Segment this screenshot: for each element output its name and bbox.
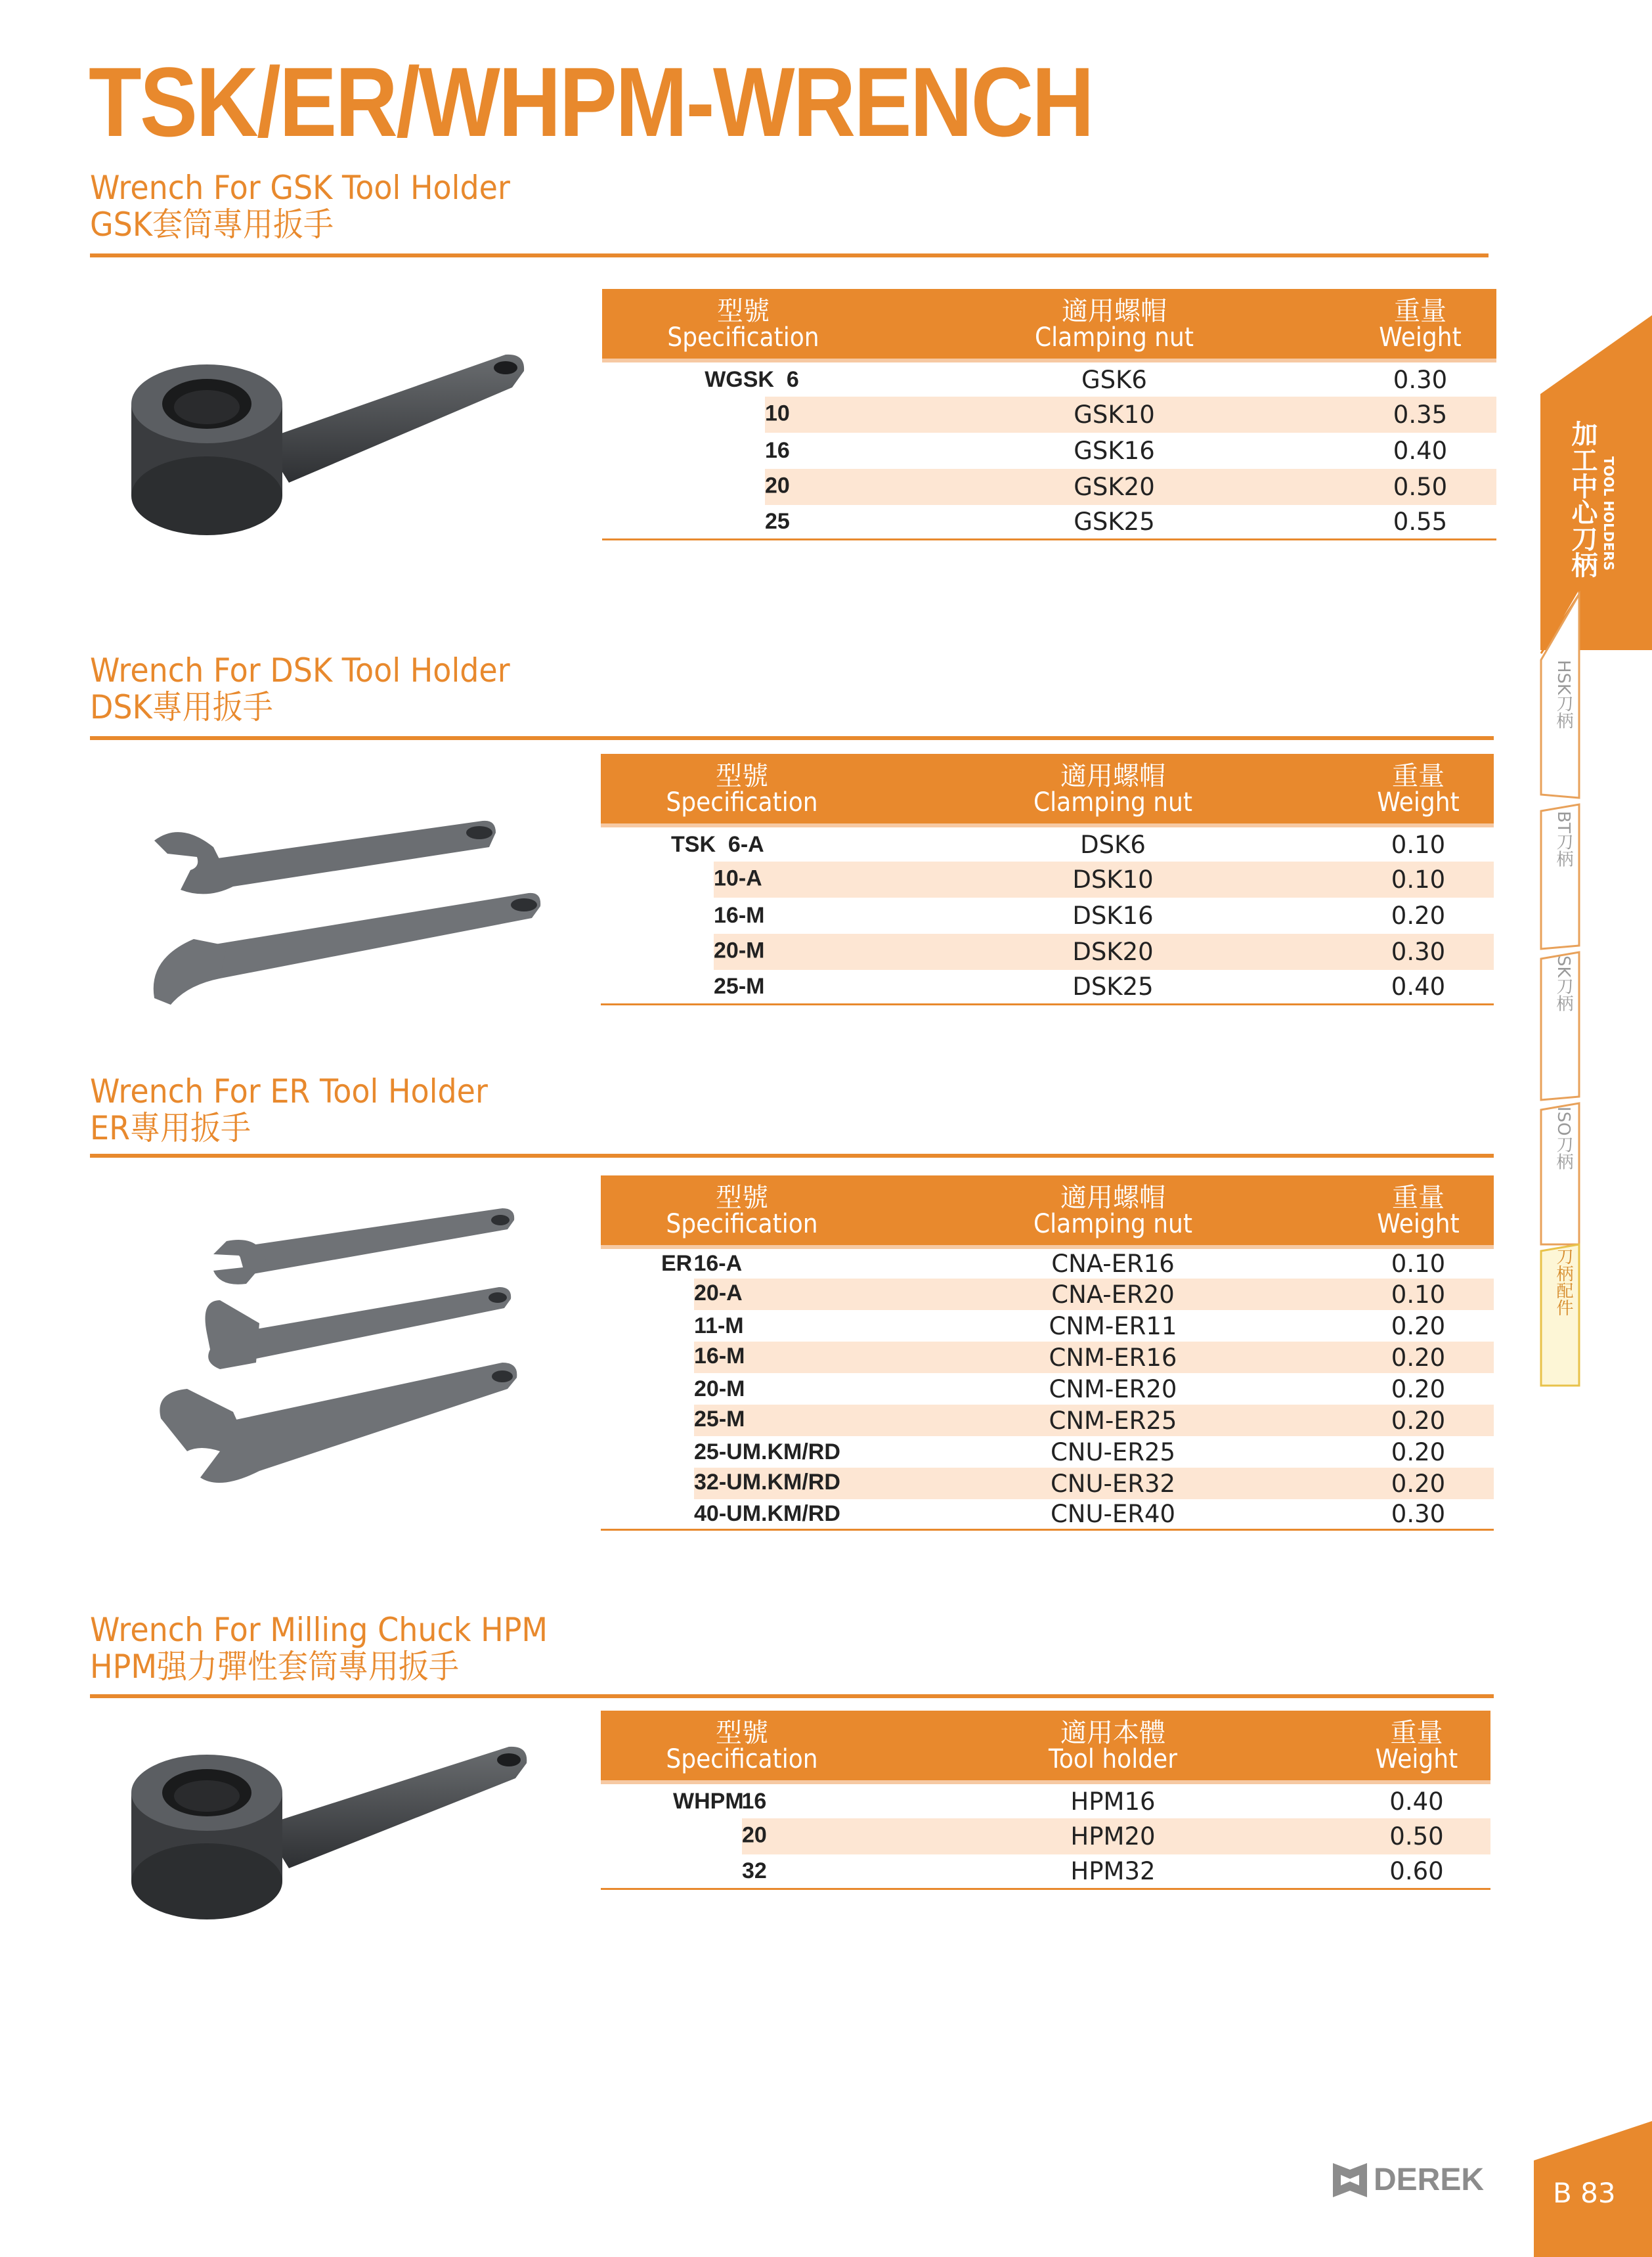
header-clamping-nut: 適用螺帽 Clamping nut: [883, 754, 1343, 825]
nut-cell: CNM-ER25: [883, 1405, 1343, 1436]
nut-cell: CNM-ER11: [883, 1310, 1343, 1342]
table-row: [601, 1782, 1490, 1818]
header-weight: 重量 Weight: [1343, 1711, 1490, 1782]
nut-cell: CNA-ER20: [883, 1279, 1343, 1310]
table-row: [602, 505, 1496, 539]
weight-cell: 0.30: [1344, 361, 1496, 397]
section-title-en: Wrench For ER Tool Holder: [90, 1072, 488, 1110]
spec-cell: 20-M: [601, 934, 883, 970]
weight-cell: 0.30: [1343, 1499, 1494, 1529]
nut-cell: GSK25: [884, 505, 1344, 539]
header-tool-holder: 適用本體 Tool holder: [883, 1711, 1343, 1782]
weight-cell: 0.10: [1343, 825, 1494, 862]
nut-cell: CNU-ER40: [883, 1499, 1343, 1529]
header-specification: 型號 Specification: [601, 1711, 883, 1782]
header-clamping-nut: 適用螺帽 Clamping nut: [884, 289, 1344, 361]
table-row: [602, 397, 1496, 433]
section-title-er: [90, 1073, 488, 1147]
table-header-row: [602, 289, 1496, 361]
side-tab-label-en: TOOL HOLDERS: [1601, 456, 1617, 571]
page-title: TSK/ER/WHPM-WRENCH: [89, 47, 1093, 157]
nut-cell: DSK16: [883, 898, 1343, 934]
table-row: [601, 898, 1494, 934]
nut-cell: CNA-ER16: [883, 1247, 1343, 1279]
er-wrench-image: [148, 1202, 529, 1510]
spec-cell: 10: [602, 397, 884, 433]
nut-cell: GSK16: [884, 433, 1344, 469]
nut-cell: DSK6: [883, 825, 1343, 862]
side-tab-sk[interactable]: SK刀柄: [1554, 955, 1573, 1012]
spec-cell: 25-M: [601, 970, 883, 1004]
header-specification: 型號 Specification: [601, 754, 883, 825]
weight-cell: 0.30: [1343, 934, 1494, 970]
side-tab-bt[interactable]: BT刀柄: [1554, 811, 1573, 867]
weight-cell: 0.10: [1343, 1247, 1494, 1279]
nut-cell: DSK10: [883, 862, 1343, 898]
spec-cell: 20: [601, 1818, 883, 1854]
nut-cell: CNU-ER32: [883, 1468, 1343, 1499]
weight-cell: 0.10: [1343, 862, 1494, 898]
section-title-en: Wrench For Milling Chuck HPM: [90, 1611, 548, 1649]
table-row: [601, 1818, 1490, 1854]
weight-cell: 0.20: [1343, 1405, 1494, 1436]
table-row: [601, 1436, 1494, 1468]
spec-cell: TSK 6-A: [601, 825, 883, 862]
weight-cell: 0.35: [1344, 397, 1496, 433]
spec-cell: 25-UM.KM/RD: [601, 1436, 883, 1468]
weight-cell: 0.20: [1343, 1436, 1494, 1468]
header-specification: 型號 Specification: [601, 1175, 883, 1247]
nut-cell: GSK6: [884, 361, 1344, 397]
section-title-en: Wrench For DSK Tool Holder: [90, 651, 510, 690]
er-spec-table: [601, 1175, 1494, 1531]
spec-cell: 10-A: [601, 862, 883, 898]
table-row: [601, 1854, 1490, 1889]
table-row: [601, 1468, 1494, 1499]
weight-cell: 0.40: [1343, 1782, 1490, 1818]
section-title-hpm: [90, 1611, 548, 1685]
weight-cell: 0.50: [1344, 469, 1496, 505]
table-row: [602, 361, 1496, 397]
nut-cell: HPM16: [883, 1782, 1343, 1818]
dsk-wrench-image: [141, 808, 548, 1011]
nut-cell: CNU-ER25: [883, 1436, 1343, 1468]
derek-logo: [1333, 2160, 1497, 2200]
nut-cell: HPM32: [883, 1854, 1343, 1889]
header-weight: 重量 Weight: [1344, 289, 1496, 361]
table-row: [601, 1373, 1494, 1405]
side-tab-list: [1540, 588, 1652, 1389]
spec-cell: WHPM 16: [601, 1782, 883, 1818]
weight-cell: 0.10: [1343, 1279, 1494, 1310]
side-tab-iso[interactable]: ISO刀柄: [1554, 1107, 1573, 1170]
spec-cell: ER 16-A: [601, 1247, 883, 1279]
nut-cell: DSK25: [883, 970, 1343, 1004]
side-tab-accessories[interactable]: 刀柄配件: [1554, 1248, 1573, 1316]
section-divider: [90, 1694, 1494, 1698]
spec-cell: 32-UM.KM/RD: [601, 1468, 883, 1499]
table-header-row: [601, 1175, 1494, 1247]
spec-cell: 16-M: [601, 898, 883, 934]
spec-cell: 40-UM.KM/RD: [601, 1499, 883, 1529]
table-row: [601, 862, 1494, 898]
nut-cell: CNM-ER16: [883, 1342, 1343, 1373]
side-tab-hsk[interactable]: HSK刀柄: [1554, 660, 1573, 730]
weight-cell: 0.20: [1343, 1342, 1494, 1373]
weight-cell: 0.60: [1343, 1854, 1490, 1889]
nut-cell: DSK20: [883, 934, 1343, 970]
spec-cell: 16: [602, 433, 884, 469]
section-title-gsk: [90, 169, 510, 243]
header-weight: 重量 Weight: [1343, 1175, 1494, 1247]
section-divider: [90, 253, 1489, 257]
table-header-row: [601, 1711, 1490, 1782]
nut-cell: CNM-ER20: [883, 1373, 1343, 1405]
weight-cell: 0.20: [1343, 1373, 1494, 1405]
nut-cell: HPM20: [883, 1818, 1343, 1854]
table-row: [601, 825, 1494, 862]
section-title-en: Wrench For GSK Tool Holder: [90, 169, 510, 207]
table-row: [601, 1405, 1494, 1436]
table-row: [601, 1310, 1494, 1342]
spec-cell: 11-M: [601, 1310, 883, 1342]
table-row: [601, 1247, 1494, 1279]
table-row: [602, 469, 1496, 505]
weight-cell: 0.20: [1343, 898, 1494, 934]
table-row: [601, 1279, 1494, 1310]
spec-cell: 20-A: [601, 1279, 883, 1310]
section-title-dsk: [90, 652, 510, 726]
weight-cell: 0.40: [1343, 970, 1494, 1004]
table-header-row: [601, 754, 1494, 825]
spec-cell: 20-M: [601, 1373, 883, 1405]
gsk-wrench-image: [118, 341, 538, 552]
spec-cell: 16-M: [601, 1342, 883, 1373]
weight-cell: 0.50: [1343, 1818, 1490, 1854]
table-row: [601, 1342, 1494, 1373]
hpm-wrench-image: [125, 1734, 545, 1931]
weight-cell: 0.55: [1344, 505, 1496, 539]
table-row: [601, 1499, 1494, 1529]
table-row: [601, 934, 1494, 970]
section-title-cn: DSK專用扳手: [90, 688, 273, 726]
table-row: [601, 970, 1494, 1004]
page-number: B 83: [1553, 2177, 1616, 2209]
header-weight: 重量 Weight: [1343, 754, 1494, 825]
header-specification: 型號 Specification: [602, 289, 884, 361]
weight-cell: 0.20: [1343, 1468, 1494, 1499]
derek-logo-icon: [1333, 2163, 1367, 2197]
weight-cell: 0.20: [1343, 1310, 1494, 1342]
side-tab-label-cn: 加工中心刀柄: [1567, 420, 1598, 578]
section-title-cn: ER專用扳手: [90, 1109, 251, 1147]
spec-cell: WGSK 6: [602, 361, 884, 397]
nut-cell: GSK10: [884, 397, 1344, 433]
section-divider: [90, 1154, 1494, 1158]
section-title-cn: HPM强力彈性套筒專用扳手: [90, 1648, 460, 1686]
dsk-spec-table: [601, 754, 1494, 1005]
brand-name: DEREK: [1374, 2162, 1485, 2197]
section-title-cn: GSK套筒專用扳手: [90, 206, 334, 244]
section-divider: [90, 736, 1494, 740]
table-row: [602, 433, 1496, 469]
spec-cell: 25-M: [601, 1405, 883, 1436]
nut-cell: GSK20: [884, 469, 1344, 505]
spec-cell: 25: [602, 505, 884, 539]
gsk-spec-table: [602, 289, 1496, 540]
weight-cell: 0.40: [1344, 433, 1496, 469]
hpm-spec-table: [601, 1711, 1490, 1890]
spec-cell: 32: [601, 1854, 883, 1889]
spec-cell: 20: [602, 469, 884, 505]
header-clamping-nut: 適用螺帽 Clamping nut: [883, 1175, 1343, 1247]
